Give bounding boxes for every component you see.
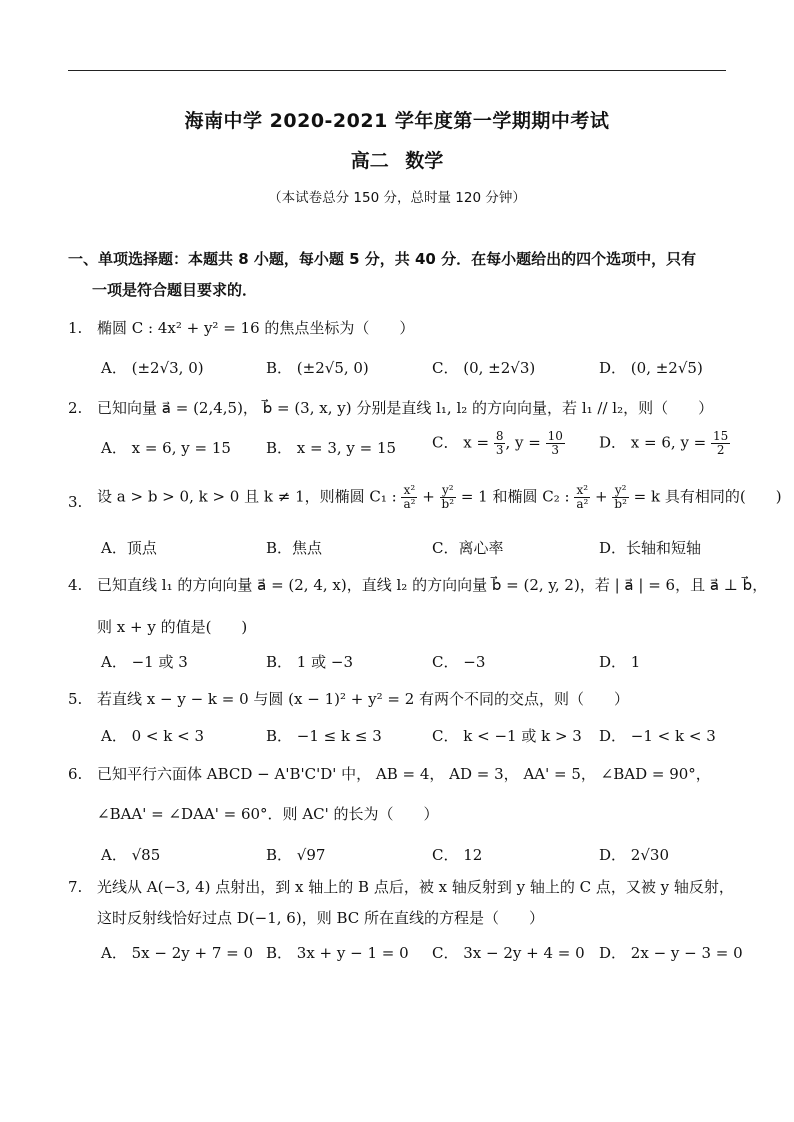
- section-heading-line1: 一、单项选择题：本题共 8 小题，每小题 5 分，共 40 分．在每小题给出的四个选项中，只有: [68, 250, 697, 268]
- option-c-prefix: C． x =: [432, 433, 494, 452]
- exam-subject: 高二 数学: [350, 150, 444, 172]
- question-text-part: 设 a > b > 0, k > 0 且 k ≠ 1，则椭圆 C₁ :: [97, 487, 402, 506]
- fraction-numerator: x²: [574, 484, 590, 498]
- fraction: [711, 430, 730, 457]
- section-heading-line2: 一项是符合题目要求的．: [92, 281, 258, 299]
- fraction-denominator: 3: [495, 443, 504, 457]
- question-number: 4.: [68, 576, 83, 594]
- option-c: C． 12: [432, 846, 483, 864]
- option-b: B． −1 ≤ k ≤ 3: [266, 727, 382, 745]
- exam-title: 海南中学 2020-2021 学年度第一学期期中考试: [184, 110, 610, 132]
- option-b: B． √97: [266, 846, 326, 864]
- question-number: 2.: [68, 399, 83, 417]
- option-a: A． −1 或 3: [101, 653, 188, 671]
- fraction-denominator: b²: [614, 497, 627, 511]
- option-a: A． 0 < k < 3: [101, 727, 204, 745]
- question-text: 已知平行六面体 ABCD − A'B'C'D' 中， AB = 4， AD = 3， AA' = 5， ∠BAD = 90°，: [97, 765, 711, 783]
- option-c-middle: , y =: [505, 433, 546, 452]
- option-d: [599, 430, 730, 457]
- option-a: A． x = 6, y = 15: [101, 439, 231, 457]
- plus-sign: +: [417, 487, 440, 506]
- question-number: 5.: [68, 690, 83, 708]
- question-text: 椭圆 C : 4x² + y² = 16 的焦点坐标为（ ）: [97, 319, 415, 337]
- option-c: C． (0, ±2√3): [432, 359, 536, 377]
- fraction: [494, 430, 506, 457]
- question-text: 光线从 A(−3, 4) 点射出，到 x 轴上的 B 点后，被 x 轴反射到 y 轴上的 C 点，又被 y 轴反射，: [97, 878, 734, 896]
- question-text: 已知直线 l₁ 的方向向量 a⃗ = (2, 4, x)，直线 l₂ 的方向向量 b⃗ = (2, y, 2)，若 | a⃗ | = 6，且 a⃗ ⊥ b⃗，: [97, 576, 768, 594]
- option-b: B． (±2√5, 0): [266, 359, 369, 377]
- question-text-line2: ∠BAA' = ∠DAA' = 60°．则 AC' 的长为（ ）: [97, 805, 439, 823]
- option-c: C． k < −1 或 k > 3: [432, 727, 582, 745]
- option-c: C． 3x − 2y + 4 = 0: [432, 944, 585, 962]
- option-a: A．顶点: [101, 539, 157, 557]
- question-text-line2: 这时反射线恰好过点 D(−1, 6)，则 BC 所在直线的方程是（ ）: [97, 909, 545, 927]
- fraction-numerator: y²: [612, 484, 629, 498]
- fraction-numerator: 8: [495, 429, 504, 443]
- option-b: B． x = 3, y = 15: [266, 439, 397, 457]
- option-d: D． 1: [599, 653, 641, 671]
- fraction-numerator: y²: [440, 484, 457, 498]
- option-b: B．焦点: [266, 539, 323, 557]
- fraction-denominator: b²: [441, 497, 455, 511]
- question-number: 1.: [68, 319, 83, 337]
- option-c: C．离心率: [432, 539, 504, 557]
- question-text: [97, 484, 782, 511]
- fraction-numerator: x²: [401, 484, 417, 498]
- fraction-denominator: a²: [576, 497, 589, 511]
- fraction-numerator: 15: [713, 429, 729, 443]
- question-number: 6.: [68, 765, 83, 783]
- option-b: B． 3x + y − 1 = 0: [266, 944, 409, 962]
- fraction: [574, 484, 590, 511]
- option-d-prefix: D． x = 6, y =: [599, 433, 712, 452]
- option-d: D． 2√30: [599, 846, 669, 864]
- question-text: 已知向量 a⃗ = (2,4,5)， b⃗ = (3, x, y) 分别是直线 l₁, l₂ 的方向向量，若 l₁ // l₂，则（ ）: [97, 399, 714, 417]
- option-d: D． (0, ±2√5): [599, 359, 703, 377]
- section-heading: [68, 244, 728, 306]
- fraction: [401, 484, 417, 511]
- fraction: [440, 484, 457, 511]
- question-text-line2: 则 x + y 的值是( ): [97, 618, 248, 636]
- option-a: A． √85: [101, 846, 161, 864]
- fraction-numerator: 10: [547, 429, 563, 443]
- question-number: 7.: [68, 878, 83, 896]
- option-b: B． 1 或 −3: [266, 653, 353, 671]
- option-a: A． (±2√3, 0): [101, 359, 204, 377]
- question-text: 若直线 x − y − k = 0 与圆 (x − 1)² + y² = 2 有两个不同的交点，则（ ）: [97, 690, 630, 708]
- option-d: D．长轴和短轴: [599, 539, 702, 557]
- header-rule: [68, 70, 726, 71]
- fraction: [546, 430, 565, 457]
- fraction: [612, 484, 629, 511]
- fraction-denominator: a²: [403, 497, 416, 511]
- plus-sign: +: [590, 487, 613, 506]
- option-c: C． −3: [432, 653, 486, 671]
- option-c: [432, 430, 565, 457]
- option-a: A． 5x − 2y + 7 = 0: [101, 944, 254, 962]
- question-text-part: = 1 和椭圆 C₂ :: [456, 487, 575, 506]
- fraction-denominator: 2: [716, 443, 725, 457]
- option-d: D． 2x − y − 3 = 0: [599, 944, 743, 962]
- question-text-part: = k 具有相同的( ): [628, 487, 782, 506]
- option-d: D． −1 < k < 3: [599, 727, 716, 745]
- fraction-denominator: 3: [551, 443, 560, 457]
- question-number: 3.: [68, 493, 83, 511]
- exam-note: （本试卷总分 150 分，总时量 120 分钟）: [268, 190, 526, 206]
